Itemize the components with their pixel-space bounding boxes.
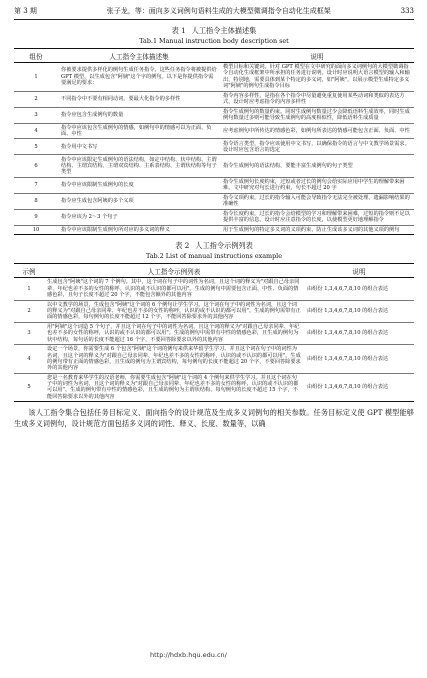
row-group-id: 9 [14,209,58,225]
table-header-row [14,49,414,63]
row-example-id: 2 [14,300,44,322]
table1-caption-english: Tab.1 Manual instruction body description set [139,37,289,45]
table-header-row [14,264,414,278]
table-row [14,209,414,225]
row-note: 指令生成例句的语法结构，要能丰富生成例句的句子类型 [220,155,414,177]
row-group-id: 7 [14,177,58,193]
table2-caption-title: 人工指令示例列表 [195,241,253,251]
body-paragraph: 该人工指令集合包括任务目标定义、面向指令的设计规范及生成多义词例句的相关参数。任务目标定义使 GPT 模型能够生成多义词例句，设计规范方面包括多义词的词性、释义、长度、数量等，以确 [14,408,414,429]
row-group-id: 5 [14,139,58,155]
table-row [14,300,414,322]
page-number: 333 [400,7,414,15]
row-group-id: 3 [14,107,58,123]
table1-caption-number: 表 1 [171,26,186,35]
row-note: 应考虑例句中所传达的情感色彩，如例句所表达的情感可能包含正面、负面、中性 [220,123,414,139]
row-note: 指令生成例句长度约束，过短或者过长的例句会给实际应用中学生的理解带来困难。文中研究对句长进行约束，句长不超过 20 字 [220,177,414,193]
table-row [14,123,414,139]
row-instruction-text: 设定一个场景，你需要生成 6 个包含"阿姨"这个词的例句来供来华留学生学习。并且这个词在句子中的词性为名词，且这个词的释义为"对跟自己母亲同辈、年纪也差不多的女性的称呼，认识的或不认识的都可以用"。生成的例句带有正面的情感色彩，且生成的例句为主谓宾结构，每句例句的长度不能超过 20 个字，不要回答除要求外的其他内容 [44,345,304,374]
column-header-note: 说明 [304,264,414,278]
table-row [14,322,414,344]
row-description: 指令中应该包含生成例句的情感，如例句中的情感可以为正面、负面、中性 [58,123,220,139]
row-instruction-text: 您是一名教育来华学生的汉语老师，你需要生成包含"阿姨"这个词的 4 个例句来供学生学习。并且这个词在句子中的词性为名词，且这个词的释义为"对跟自己母亲同辈、年纪也差不多的女性的称呼，认识的或不认识的都可以用"。生成的例句带有中性的情感色彩，且生成的例句为主谓状结构，每句例句的长度不超过 15 个字，不能回答除要求以外的其他内容 [44,373,304,402]
table1-caption-title: 人工指令主体描述集 [191,26,257,35]
row-instruction-text: 以中文教学的场景，生成包含"阿姨"这个词的 6 个例句让学生学习。这个词在句子中的词性为名词，且这个词的释义为"对跟自己母亲同辈、年纪也差不多的女性的称呼，认识的或不认识的都可以用"。生成的例句需带有正面的情感色彩，每句例句的长度不能超过 12 个字，不能回答除要求外的其他内容 [44,300,304,322]
row-group-id: 6 [14,155,58,177]
table-row [14,155,414,177]
table-row [14,91,414,107]
site-watermark: http://hdxb.hqu.edu.cn/ [150,651,227,659]
row-example-id: 4 [14,345,44,374]
table-row [14,107,414,123]
row-note: 由组份 1,3,4,6,7,8,10 的组合表达 [304,345,414,374]
row-group-id: 1 [14,63,58,92]
row-note: 由组份 1,3,4,6,7,8,10 的组合表达 [304,278,414,300]
row-group-id: 4 [14,123,58,139]
table-row [14,139,414,155]
table2-caption-english: Tab.2 List of manual instructions example [145,252,282,261]
row-example-id: 5 [14,373,44,402]
table-row [14,193,414,209]
table-row [14,278,414,300]
table-row [14,373,414,402]
row-description: 指令应生成包含阿姨的多个义项 [58,193,220,209]
row-description: 指令应该为 2～3 个句子 [58,209,220,225]
table2-caption [14,241,414,260]
table-row [14,177,414,193]
row-instruction-text: 用"阿姨"这个词造 5 个句子，并且这个词在句子中的词性为名词，且这个词的释义为"对跟自己母亲同辈、年纪也差不多的女性的称呼，认识的或不认识的都可以用"。生成的例句中需带有中性的情感色彩，且生成的例句为状中结构，每句话的长度不能超过 16 个字，不要回答除要求以外的其他内容 [44,322,304,344]
row-description: 指令中应该限制生成例句所对应的多义词的释义 [58,225,220,235]
table2-caption-number: 表 2 [175,241,190,251]
running-header [14,6,414,20]
row-group-id: 10 [14,225,58,235]
row-note: 指令义项约束，过长的指令输入可能会导致指令无法完全被处理，遗漏影响结果的准确性 [220,193,414,209]
row-note: 由组份 1,3,4,6,7,8,10 的组合表达 [304,322,414,344]
row-note: 用于生成例句的特定多义词的义项约束，防止生成该多义词的其他义项的例句 [220,225,414,235]
instruction-example-table [14,263,414,402]
row-note: 指令生成例句的数量约束。同时生成例句数量过少会降低语料生成效率，同时生成例句数量过多则可能导致生成例句的高度相似性，降低语料生成质量 [220,107,414,123]
row-example-id: 3 [14,322,44,344]
running-title: 张子龙，等：面向多义词例句语料生成的大模型微调指令自动化生成框架 [106,7,331,15]
row-group-id: 8 [14,193,58,209]
table1-caption [14,26,414,45]
row-description: 不同指令中不要有相同动词，要最大化指令的多样性 [58,91,220,107]
table-row [14,63,414,92]
row-note: 指令语言类型，指令应该使用中文书写，以确保指令的语言与中文教学场景需求。设计时应包含语言的选定 [220,139,414,155]
table-row [14,345,414,374]
issue-number: 第 3 期 [14,7,37,15]
row-note: 指令长度约束，过长的指令会给模型的学习和理解带来困难，过短的指令则不足以提供丰富的信息。设计时应注意指令的长度，以使模型更好地理解指令 [220,209,414,225]
journal-page [14,6,414,436]
row-note: 模型目标和关键词。针对 GPT 模型在文中研究的面向多义词例句的大模型微调指令自动化生成框架中所承担的任务进行说明。设计时应说明大语言模型的输入和输出，特别地，需要具体到某个特定的多义词，如"阿姨"，以展示模型生成特定多义词"阿姨"的例句生成指令目标 [220,63,414,92]
row-group-id: 2 [14,91,58,107]
column-header-note: 说明 [220,49,414,63]
row-description: 指令用中文书写 [58,139,220,155]
instruction-description-table [14,48,414,235]
row-description: 指令应包含生成例句的数量 [58,107,220,123]
column-header-description: 人工指令主体描述集 [58,49,220,63]
column-header-instruction: 人工指令示例列表 [44,264,304,278]
row-note: 由组份 1,3,4,6,7,8,10 的组合表达 [304,373,414,402]
column-header-group: 组份 [14,49,58,63]
table-row [14,225,414,235]
row-instruction-text: 生成包含"阿姨"这个词的 7 个例句。其中，这个词在句子中的词性为名词，且这个词的释义为"对跟自己母亲同辈、年纪也差不多的女性的称呼。认识的或不认识的都可以用"。生成的例句中需要包含正面、中性、负面的情感色彩，且句子长度不超过 20 个字，不能包含额外的其他内容 [44,278,304,300]
row-note: 指令内容多样性，是指在各个指令中尽量避免重复使用某些动词和类似的表达方式，设计时应考虑指令的内容多样性 [220,91,414,107]
row-note: 由组份 1,3,4,6,7,8,10 的组合表达 [304,300,414,322]
row-example-id: 1 [14,278,44,300]
row-description: 你被要求提供多样化的例句生成任务指令，这些任务指令将被提供给 GPT 模型，以生成包含"阿姨"这个字的例句。以下是你提供指令需要满足的要求： [58,63,220,92]
row-description: 指令中应该限制生成例句的长度 [58,177,220,193]
row-description: 指令中应该限定生成例句的语法结构，如定中结构、状中结构、主谓结构、主谓宾结构、主谓双宾结构、主系表结构、主谓状结构等句子类型 [58,155,220,177]
column-header-example: 示例 [14,264,44,278]
